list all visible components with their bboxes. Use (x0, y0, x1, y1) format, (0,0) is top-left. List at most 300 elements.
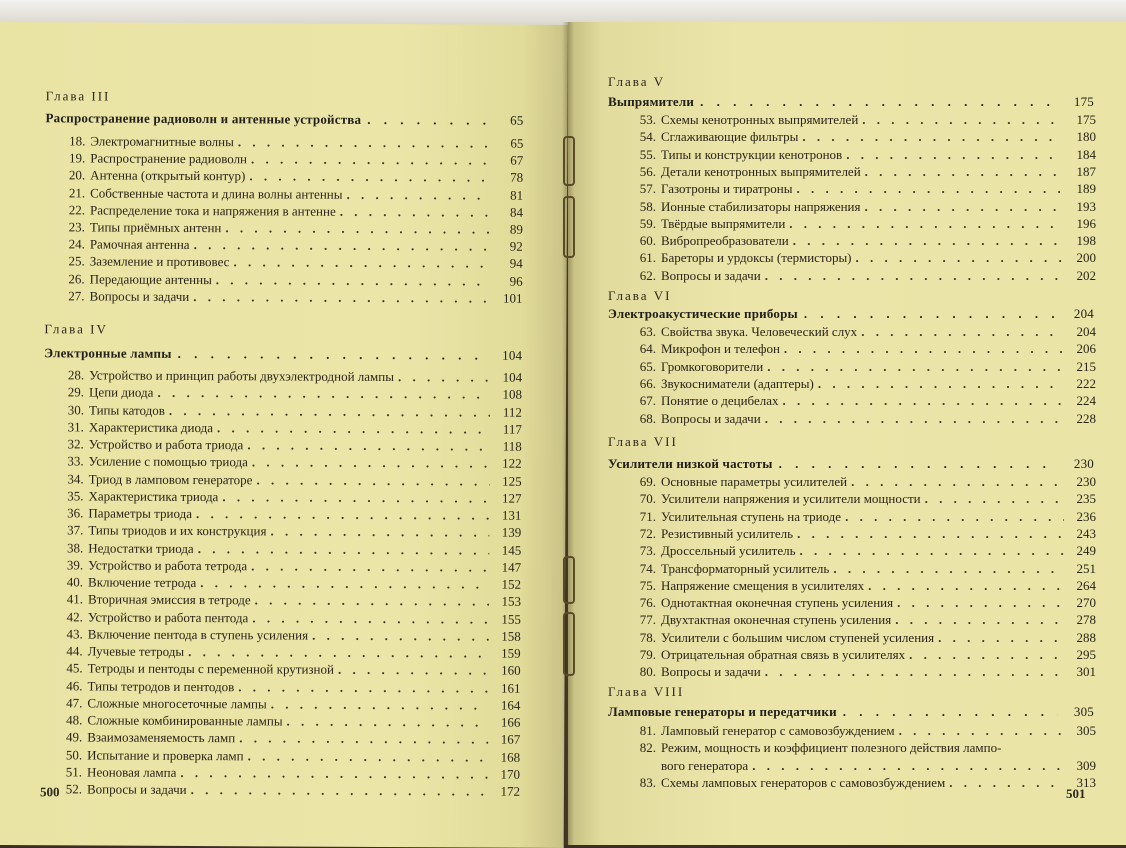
toc-entry (47, 642, 521, 661)
toc-entry (49, 184, 523, 203)
entry-title: Режим, мощность и коэффициент полезного действия лампо- (661, 740, 1002, 756)
toc-entry (614, 525, 1096, 542)
entry-number: 73. (639, 543, 656, 559)
entry-number: 19. (68, 150, 86, 166)
entry-number: 42. (66, 608, 83, 624)
entry-title: Звукосниматели (адаптеры) (661, 375, 814, 391)
leader-dots (238, 678, 488, 696)
toc-entry (614, 594, 1096, 611)
entry-number: 49. (65, 729, 83, 745)
entry-number: 83. (639, 774, 656, 790)
entry-number: 45. (66, 660, 83, 676)
toc-entry (614, 198, 1096, 215)
leader-dots (784, 340, 1064, 357)
entry-page: 251 (1076, 560, 1096, 576)
leader-dots (238, 133, 492, 151)
entry-page: 167 (500, 731, 521, 747)
toc-entry (49, 201, 523, 220)
entry-title: Сложные многосеточные лампы (87, 695, 267, 712)
leader-dots (225, 219, 491, 237)
chapter-title-text: Ламповые генераторы и передатчики (608, 704, 837, 719)
entry-title: вого генератора (661, 757, 749, 773)
toc-entry (46, 763, 520, 782)
entry-page: 112 (502, 404, 523, 420)
entry-title: Вопросы и задачи (86, 781, 187, 797)
entry-page: 193 (1076, 198, 1096, 214)
toc-entry (46, 729, 520, 748)
toc-entry (46, 711, 520, 730)
entry-page: 96 (509, 273, 523, 289)
chapter-heading: Глава IV (44, 321, 108, 337)
leader-dots (861, 323, 1064, 340)
entry-page: 65 (510, 135, 524, 151)
entry-title: Бареторы и урдоксы (термисторы) (661, 250, 852, 266)
entry-title: Испытание и проверка ламп (87, 746, 244, 763)
toc-entry (47, 625, 521, 644)
entry-page: 84 (509, 204, 524, 220)
entry-title: Ламповый генератор с самовозбуждением (661, 723, 895, 738)
entry-page: 166 (500, 714, 521, 730)
toc-entry (614, 611, 1096, 628)
leader-dots (796, 180, 1064, 197)
toc-entry (48, 384, 522, 403)
entry-title: Микрофон и телефон (661, 341, 780, 357)
entry-title: Вторичная эмиссия в тетроде (87, 591, 251, 608)
entry-title: Неоновая лампа (87, 764, 177, 780)
leader-dots (216, 271, 491, 289)
entry-title: Тетроды и пентоды с переменной крутизной (87, 660, 335, 678)
toc-entry (614, 375, 1096, 392)
entry-number: 60. (639, 233, 656, 249)
entry-page: 92 (509, 238, 523, 254)
toc-entry (49, 270, 523, 289)
entry-title: Основные параметры усилителей (661, 474, 848, 489)
entry-page: 243 (1076, 525, 1096, 541)
entry-title: Усилительная ступень на триоде (661, 508, 842, 524)
entry-page: 305 (1076, 723, 1096, 738)
entry-number: 20. (68, 167, 86, 183)
entry-page: 152 (501, 576, 522, 592)
entry-page: 164 (500, 697, 521, 713)
chapter-title-text: Выпрямители (608, 94, 695, 109)
entry-title: Громкоговорители (661, 358, 764, 374)
entry-page: 153 (501, 593, 522, 609)
toc-entry (48, 453, 522, 472)
entry-title: Устройство и работа пентода (87, 608, 249, 625)
toc-entry (47, 504, 521, 523)
entry-page: 67 (510, 152, 524, 168)
toc-entry (614, 629, 1096, 646)
toc-entry (614, 473, 1096, 490)
entry-page: 122 (502, 455, 522, 471)
entry-number: 68. (639, 410, 656, 426)
chapter-title-page: 305 (1073, 704, 1094, 719)
entry-number: 71. (639, 508, 656, 524)
leader-dots (700, 94, 1058, 110)
entry-number: 62. (639, 267, 656, 283)
chapter-title-page: 65 (510, 112, 524, 128)
toc-entry (614, 358, 1096, 375)
entry-page: 117 (502, 421, 522, 437)
leader-dots (256, 471, 489, 489)
chapter-title (608, 456, 1094, 472)
entry-number: 72. (639, 525, 656, 541)
entry-page: 147 (501, 559, 522, 575)
entry-title: Триод в ламповом генераторе (88, 470, 253, 487)
toc-entry (614, 722, 1096, 739)
toc-entry (49, 218, 523, 237)
leader-dots (217, 419, 490, 437)
entry-page: 187 (1076, 163, 1096, 179)
leader-dots (938, 629, 1064, 646)
toc-entry (614, 232, 1096, 249)
page-number: 500 (39, 784, 60, 800)
entry-page: 204 (1076, 324, 1096, 339)
entry-title: Вопросы и задачи (661, 267, 761, 283)
entry-page: 127 (501, 490, 522, 506)
toc-entry (46, 780, 520, 799)
toc-entry (48, 470, 522, 489)
entry-page: 180 (1076, 129, 1096, 145)
entry-title: Типы триодов и их конструкция (88, 522, 267, 539)
entry-number: 29. (67, 384, 85, 400)
entry-page: 230 (1076, 474, 1096, 489)
entry-title: Детали кенотронных выпрямителей (661, 163, 861, 179)
toc-entry (614, 163, 1096, 180)
toc-entry (49, 132, 523, 151)
leader-dots (180, 764, 488, 783)
entry-title: Газотроны и тиратроны (661, 181, 793, 197)
leader-dots (767, 358, 1064, 375)
toc-entry (614, 542, 1096, 559)
entry-number: 59. (639, 215, 656, 231)
toc-entry (614, 215, 1096, 232)
entry-number: 46. (66, 677, 83, 693)
entry-title: Усилители напряжения и усилители мощности (661, 491, 921, 507)
leader-dots (856, 249, 1064, 266)
entry-title: Усиление с помощью триода (88, 453, 248, 470)
entry-title: Недостатки триода (88, 539, 194, 556)
entry-number: 25. (68, 253, 85, 269)
chapter-title-text: Усилители низкой частоты (608, 456, 773, 471)
leader-dots (367, 112, 487, 129)
entry-title: Схемы ламповых генераторов с самовозбуждением (661, 774, 946, 790)
entry-page: 264 (1076, 577, 1096, 593)
leader-dots (865, 163, 1064, 180)
entry-number: 65. (639, 358, 656, 374)
chapter-title-page: 204 (1073, 306, 1094, 321)
leader-dots (252, 609, 489, 627)
leader-dots (897, 594, 1064, 611)
entry-title: Характеристика диода (88, 419, 214, 435)
entry-page: 108 (502, 386, 523, 402)
leader-dots (188, 643, 489, 662)
entry-page: 270 (1076, 595, 1096, 611)
entry-title: Устройство и работа триода (88, 436, 244, 453)
entry-number: 44. (66, 643, 83, 659)
chapter-heading: Глава V (608, 74, 666, 89)
leader-dots (248, 747, 489, 765)
entry-page: 235 (1076, 491, 1096, 507)
entry-number: 18. (69, 133, 86, 149)
leader-dots (312, 626, 489, 644)
leader-dots (909, 646, 1064, 663)
entry-page: 158 (501, 628, 521, 644)
entry-title: Однотактная оконечная ступень усиления (661, 595, 894, 611)
entry-title: Резистивный усилитель (661, 525, 794, 541)
entry-number: 33. (67, 453, 84, 469)
entry-page: 172 (500, 783, 521, 799)
entry-number: 30. (67, 401, 85, 417)
toc-entry (46, 746, 520, 765)
entry-title: Сглаживающие фильтры (661, 129, 799, 145)
leader-dots (249, 168, 491, 186)
entry-page: 309 (1076, 757, 1096, 773)
toc-entry (614, 774, 1096, 791)
entry-number: 70. (639, 491, 656, 507)
entry-title: Взаимозаменяемость ламп (87, 729, 236, 746)
entry-title: Распространение радиоволн (90, 150, 248, 167)
entry-title: Ионные стабилизаторы напряжения (661, 198, 861, 214)
chapter-title (45, 110, 523, 129)
toc-entry (614, 267, 1096, 284)
entry-page: 198 (1076, 233, 1096, 249)
entry-number: 50. (65, 746, 83, 762)
entry-title: Включение пентода в ступень усиления (87, 626, 309, 643)
leader-dots (287, 713, 489, 731)
chapter-title (608, 94, 1094, 110)
entry-page: 145 (501, 542, 522, 558)
entry-page: 313 (1076, 774, 1096, 790)
leader-dots (845, 508, 1064, 525)
leader-dots (797, 525, 1064, 542)
entry-page: 155 (501, 611, 521, 627)
leader-dots (765, 410, 1064, 427)
entry-page: 206 (1076, 341, 1096, 357)
chapter-title-page: 104 (502, 347, 523, 363)
entry-page: 159 (501, 645, 521, 661)
entry-number: 41. (66, 591, 84, 607)
leader-dots (340, 203, 491, 221)
entry-title: Отрицательная обратная связь в усилителях (661, 647, 906, 662)
leader-dots (157, 384, 490, 403)
entry-number: 37. (67, 522, 84, 538)
entry-number: 74. (639, 560, 656, 576)
entry-title: Вибропреобразователи (661, 233, 789, 249)
leader-dots (851, 473, 1064, 490)
toc-entry (614, 577, 1096, 594)
entry-page: 94 (509, 256, 523, 272)
entry-page: 175 (1076, 112, 1096, 127)
toc-entry (49, 149, 523, 168)
entry-number: 82. (639, 740, 656, 756)
leader-dots (843, 704, 1058, 720)
leader-dots (864, 198, 1064, 215)
entry-number: 67. (639, 393, 656, 409)
toc-entry (48, 435, 522, 454)
entry-page: 131 (501, 507, 522, 523)
entry-page: 170 (500, 766, 521, 782)
entry-number: 34. (67, 470, 84, 486)
entry-title: Понятие о децибелах (661, 393, 779, 409)
entry-number: 27. (68, 288, 85, 304)
entry-title: Заземление и противовес (89, 253, 230, 270)
entry-page: 118 (502, 438, 522, 454)
entry-title: Лучевые тетроды (87, 643, 185, 659)
chapter-heading: Глава VI (608, 288, 672, 303)
leader-dots (804, 306, 1058, 322)
leader-dots (899, 722, 1064, 739)
leader-dots (895, 611, 1064, 628)
toc-entry (47, 556, 521, 575)
toc-entry (614, 663, 1096, 680)
toc-entry (47, 539, 521, 558)
toc-entry (47, 591, 521, 610)
entry-number: 39. (66, 557, 84, 573)
entry-title: Параметры триода (88, 505, 193, 522)
leader-dots (270, 523, 489, 541)
binding-stitch (563, 196, 575, 258)
leader-dots (247, 436, 490, 454)
entry-title: Антенна (открытый контур) (90, 167, 246, 184)
entry-number: 32. (67, 436, 84, 452)
toc-entry (47, 573, 521, 592)
leader-dots (191, 781, 488, 800)
entry-title: Дроссельный усилитель (661, 543, 796, 559)
entry-title: Двухтактная оконечная ступень усиления (661, 612, 892, 628)
entry-number: 57. (639, 181, 656, 197)
entry-page: 104 (502, 369, 523, 385)
leader-dots (765, 663, 1064, 680)
entry-title: Устройство и принцип работы двухэлектродной лампы (89, 367, 395, 385)
leader-dots (800, 542, 1064, 559)
leader-dots (789, 215, 1064, 232)
toc-entry (614, 560, 1096, 577)
toc-entry (614, 508, 1096, 525)
toc-entry (48, 366, 522, 385)
entry-title: Типы тетродов и пентодов (87, 677, 235, 694)
binding-stitch (563, 136, 575, 186)
entry-page: 161 (500, 680, 521, 696)
entry-page: 184 (1076, 146, 1096, 162)
toc-entry (614, 410, 1096, 427)
entry-page: 228 (1076, 410, 1096, 426)
entry-title: Типы приёмных антенн (89, 219, 222, 236)
leader-dots (398, 368, 490, 385)
leader-dots (251, 557, 489, 575)
entry-number: 61. (639, 250, 656, 266)
toc-entry (614, 180, 1096, 197)
entry-title: Вопросы и задачи (661, 664, 761, 680)
toc-entry (614, 739, 1096, 756)
entry-number: 40. (66, 574, 84, 590)
leader-dots (862, 111, 1064, 128)
entry-title: Сложные комбинированные лампы (87, 712, 283, 729)
leader-dots (752, 757, 1064, 774)
leader-dots (271, 695, 489, 713)
toc-entry (49, 167, 523, 186)
toc-entry (614, 249, 1096, 266)
toc-entry (614, 490, 1096, 507)
leader-dots (178, 346, 487, 364)
entry-page: 196 (1076, 215, 1096, 231)
toc-entry (614, 646, 1096, 663)
entry-title: Цепи диода (89, 384, 154, 401)
toc-entry (47, 522, 521, 541)
toc-entry (48, 418, 522, 437)
toc-entry (49, 287, 523, 306)
entry-title: Характеристика триода (88, 488, 219, 504)
entry-number: 75. (639, 577, 656, 593)
leader-dots (818, 375, 1064, 392)
entry-page: 125 (502, 473, 522, 489)
entry-page: 202 (1076, 267, 1096, 283)
binding-stitch (563, 556, 575, 604)
leader-dots (193, 288, 490, 307)
entry-title: Типы катодов (88, 401, 165, 418)
leader-dots (925, 490, 1064, 507)
toc-entry (47, 608, 521, 627)
entry-title: Включение тетрода (88, 574, 197, 591)
entry-page: 189 (1076, 181, 1096, 197)
entry-title: Свойства звука. Человеческий слух (661, 324, 858, 339)
entry-number: 31. (67, 419, 84, 435)
entry-title: Вопросы и задачи (661, 410, 761, 426)
right-page (568, 22, 1126, 845)
toc-entry (47, 660, 521, 679)
leader-dots (200, 574, 489, 593)
entry-number: 58. (639, 198, 656, 214)
toc-entry (614, 340, 1096, 357)
chapter-title (608, 306, 1094, 322)
chapter-title-text: Электронные лампы (44, 345, 172, 361)
entry-page: 224 (1076, 393, 1096, 409)
leader-dots (252, 454, 490, 472)
leader-dots (846, 146, 1064, 163)
chapter-heading: Глава VII (608, 434, 678, 449)
entry-number: 47. (66, 695, 83, 711)
chapter-title-page: 230 (1073, 456, 1094, 471)
entry-page: 78 (510, 170, 524, 186)
entry-number: 23. (68, 219, 85, 235)
entry-number: 63. (639, 324, 656, 339)
entry-title: Устройство и работа тетрода (88, 557, 248, 574)
entry-title: Передающие антенны (89, 271, 212, 287)
toc-entry (48, 401, 522, 420)
entry-title: Собственные частота и длина волны антенны (90, 185, 343, 202)
toc-entry (49, 253, 523, 272)
leader-dots (793, 232, 1064, 249)
entry-title: Типы и конструкции кенотронов (661, 146, 843, 162)
entry-number: 26. (68, 270, 85, 287)
leader-dots (255, 592, 489, 610)
entry-number: 66. (639, 375, 656, 391)
entry-title: Рамочная антенна (89, 236, 190, 253)
left-page (0, 22, 568, 848)
chapter-title (44, 345, 522, 364)
entry-number: 48. (66, 712, 83, 728)
entry-number: 54. (639, 129, 656, 145)
toc-entry (47, 487, 521, 506)
toc-entry (614, 146, 1096, 163)
leader-dots (198, 540, 490, 559)
toc-entry (614, 323, 1096, 340)
leader-dots (779, 456, 1058, 472)
binding-stitch (563, 612, 575, 676)
entry-number: 38. (66, 539, 84, 555)
chapter-title (608, 704, 1094, 720)
leader-dots (346, 185, 491, 203)
